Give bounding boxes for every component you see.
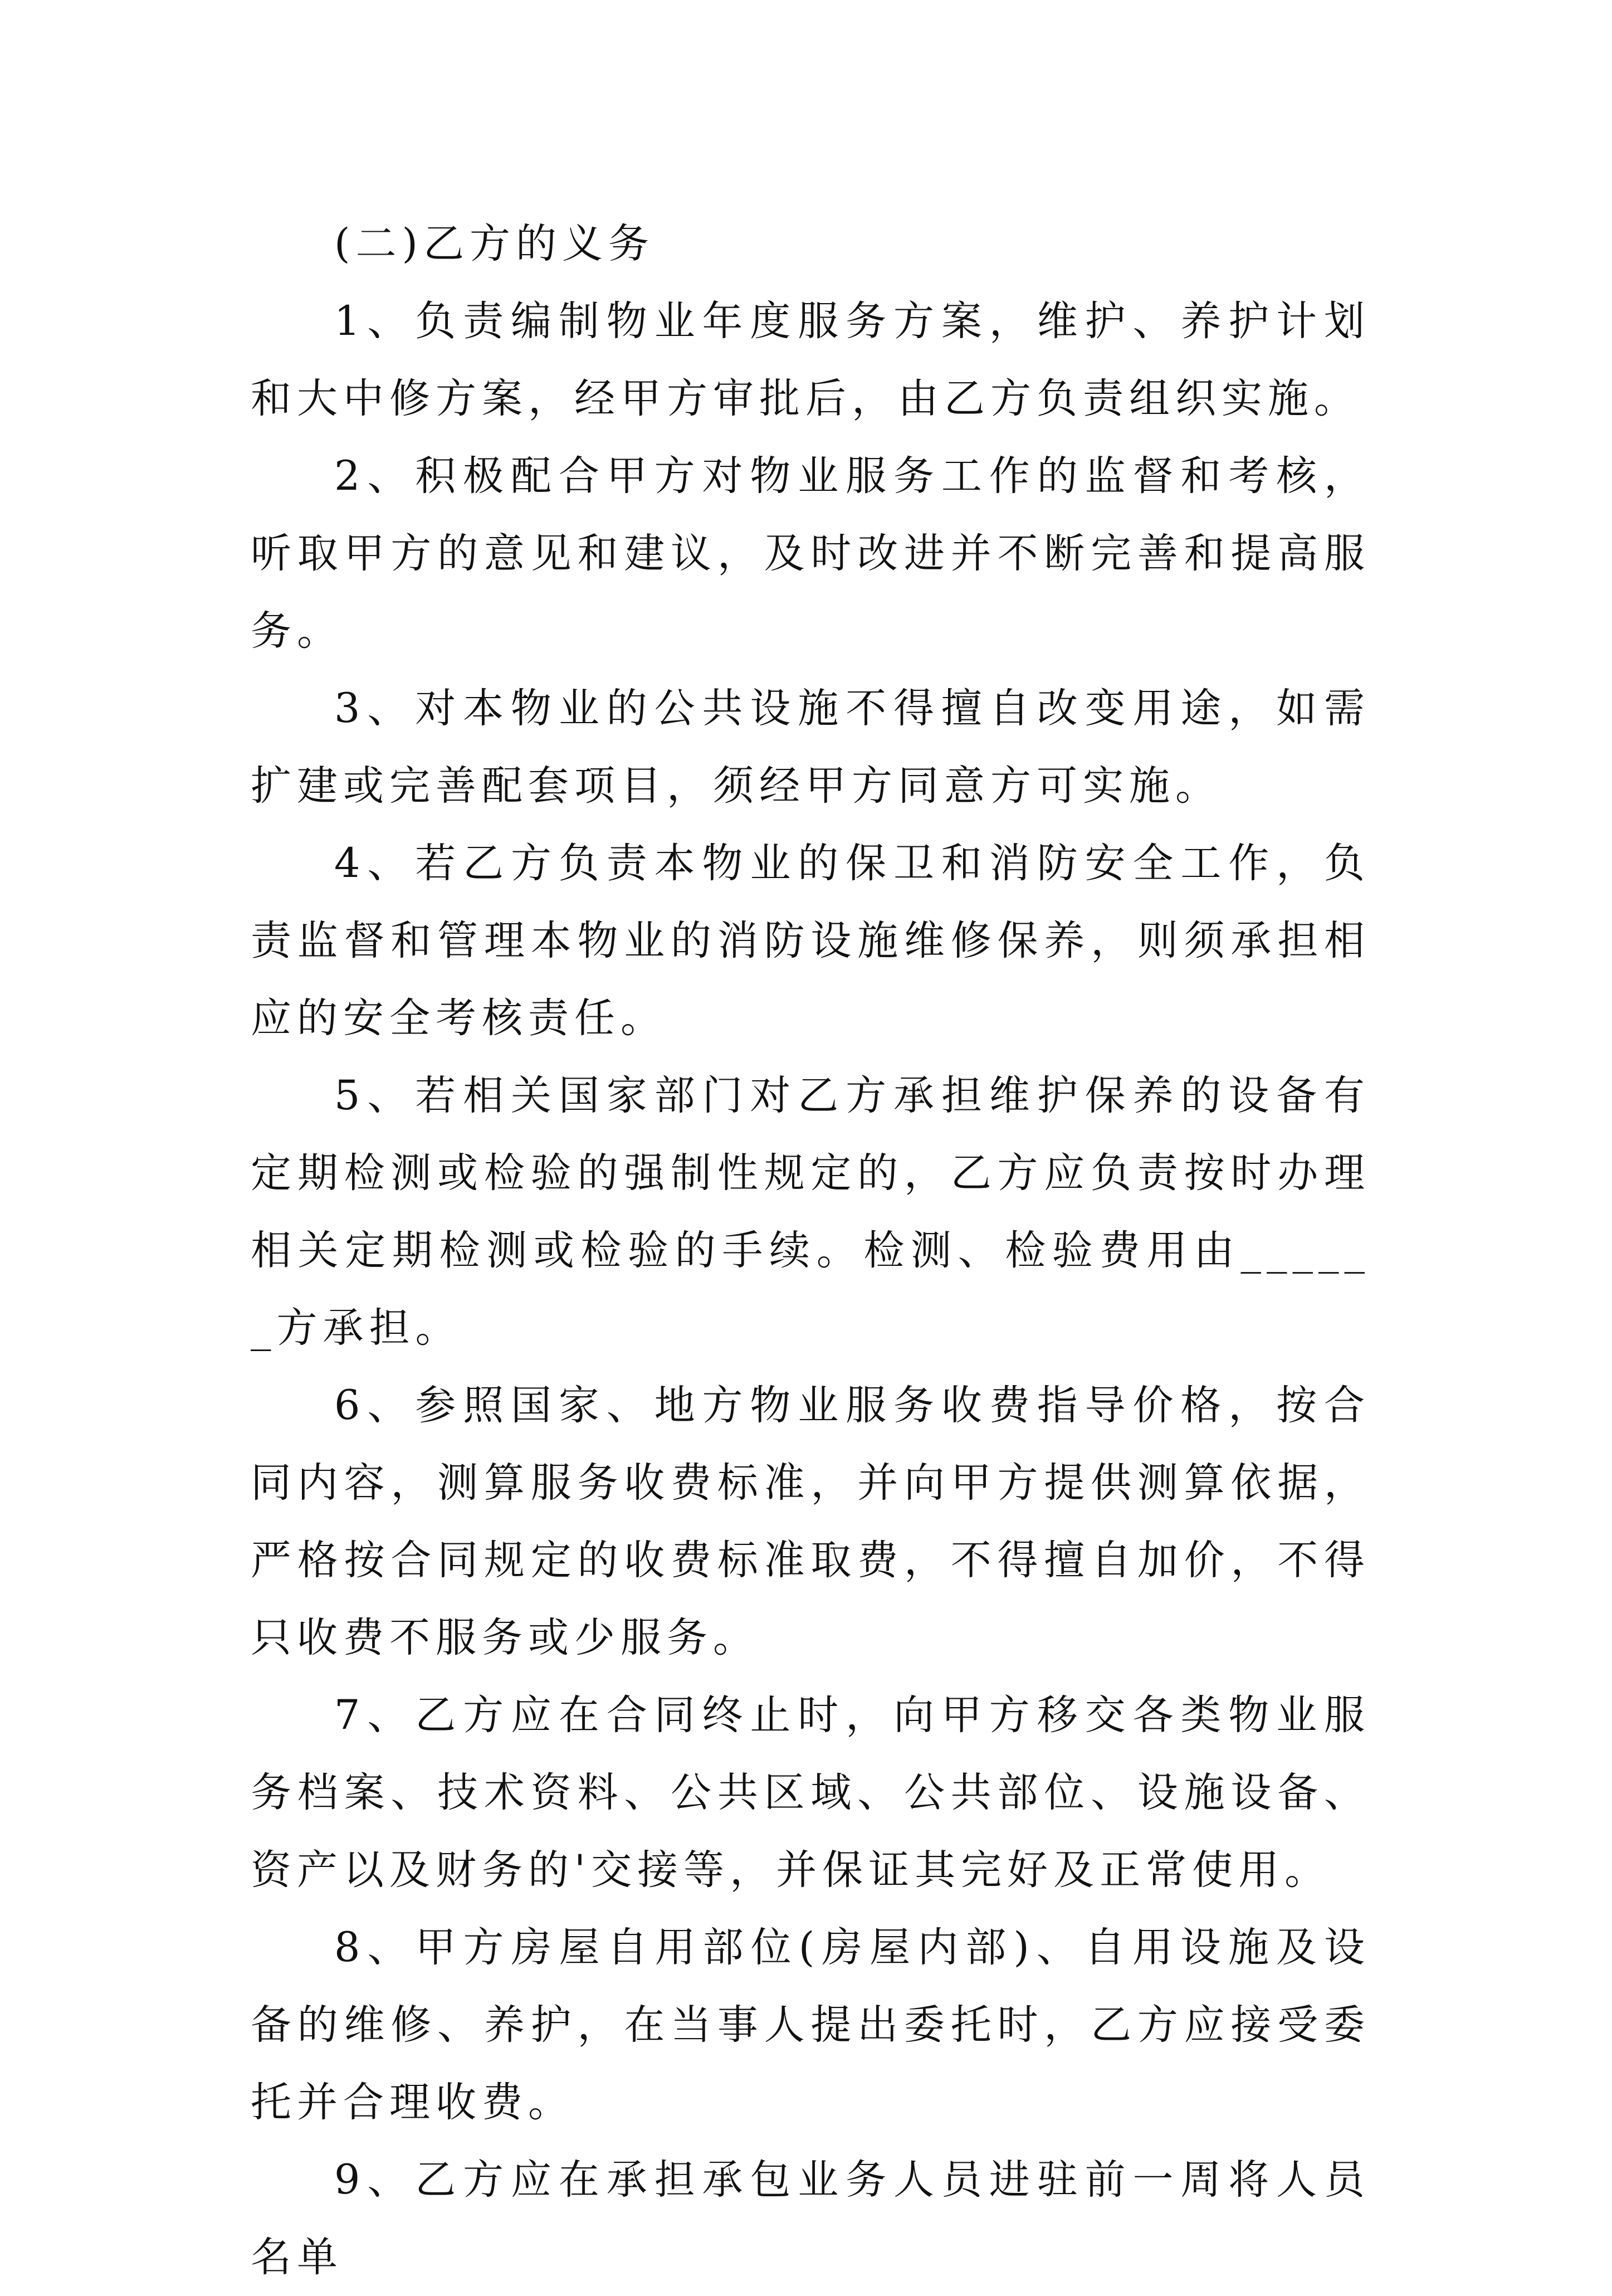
clause-8: 8、甲方房屋自用部位(房屋内部)、自用设施及设备的维修、养护，在当事人提出委托时，乙方应接受委托并合理收费。 [251,1924,1370,2126]
clause-9: 9、乙方应在承担承包业务人员进驻前一周将人员名单 [251,2156,1370,2281]
clause-7: 7、乙方应在合同终止时，向甲方移交各类物业服务档案、技术资料、公共区域、公共部位、设施设备、资产以及财务的'交接等，并保证其完好及正常使用。 [251,1691,1370,1894]
document-body [251,205,1370,2296]
clause-4: 4、若乙方负责本物业的保卫和消防安全工作，负责监督和管理本物业的消防设施维修保养，则须承担相应的安全考核责任。 [251,840,1370,1042]
clause-1: 1、负责编制物业年度服务方案，维护、养护计划和大中修方案，经甲方审批后，由乙方负责组织实施。 [251,298,1370,422]
clause-6: 6、参照国家、地方物业服务收费指导价格，按合同内容，测算服务收费标准，并向甲方提供测算依据，严格按合同规定的收费标准取费，不得擅自加价，不得只收费不服务或少服务。 [251,1382,1370,1661]
clause-2: 2、积极配合甲方对物业服务工作的监督和考核，听取甲方的意见和建议，及时改进并不断完善和提高服务。 [251,452,1370,655]
clause-3: 3、对本物业的公共设施不得擅自改变用途，如需扩建或完善配套项目，须经甲方同意方可实施。 [251,685,1370,810]
section-heading: (二)乙方的义务 [334,220,654,267]
clause-5: 5、若相关国家部门对乙方承担维护保养的设备有定期检测或检验的强制性规定的，乙方应负责按时办理相关定期检测或检验的手续。检测、检验费用由______方承担。 [251,1072,1370,1352]
